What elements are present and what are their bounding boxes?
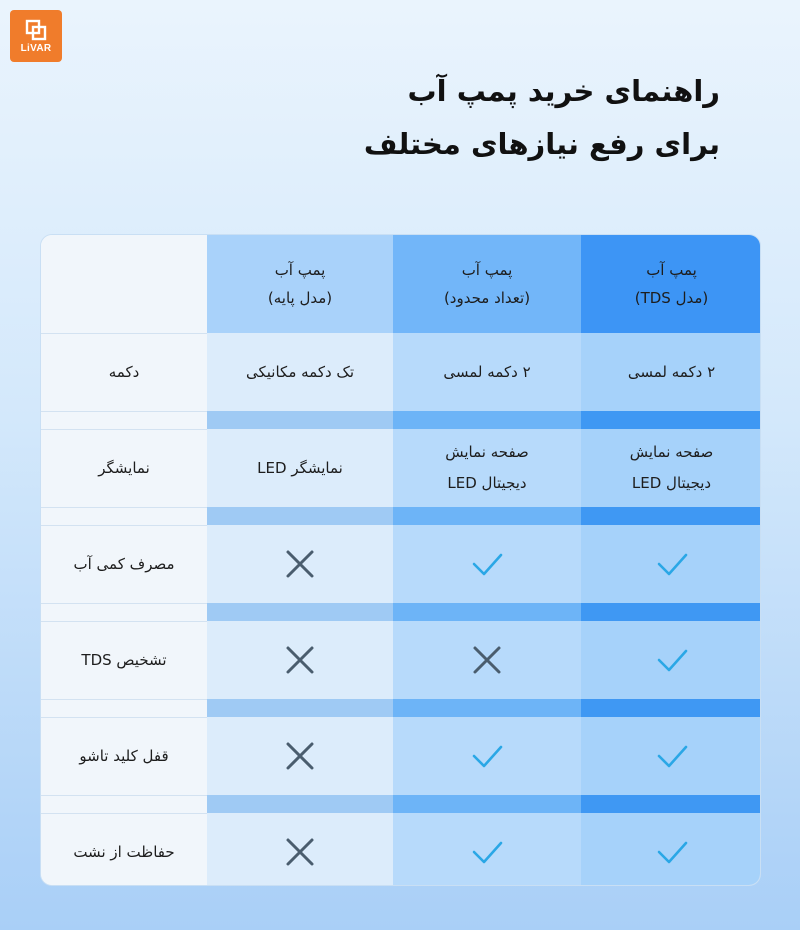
feature-label: دکمه bbox=[108, 362, 140, 381]
row-divider bbox=[41, 699, 207, 700]
row-separator bbox=[207, 507, 761, 525]
feature-label: تشخیص TDS bbox=[81, 650, 167, 669]
column-header-subtitle: (تعداد محدود) bbox=[443, 289, 531, 307]
feature-value-check bbox=[581, 621, 761, 699]
row-separator-segment bbox=[581, 699, 761, 717]
feature-label: حفاظت از نشت bbox=[73, 842, 175, 861]
column-header-basic bbox=[207, 235, 393, 333]
column-header-title: پمپ آب bbox=[274, 261, 326, 279]
check-icon bbox=[469, 546, 505, 582]
feature-value-text bbox=[581, 333, 761, 411]
check-icon bbox=[654, 738, 690, 774]
row-separator bbox=[207, 603, 761, 621]
cross-icon bbox=[282, 642, 318, 678]
feature-value-line: ۲ دکمه لمسی bbox=[627, 362, 716, 381]
row-separator-segment bbox=[207, 795, 393, 813]
column-header-title: پمپ آب bbox=[646, 261, 697, 279]
feature-value-line: ۲ دکمه لمسی bbox=[443, 362, 531, 381]
row-separator-segment bbox=[581, 507, 761, 525]
row-separator-segment bbox=[581, 795, 761, 813]
feature-value-cross bbox=[207, 621, 393, 699]
row-separator-segment bbox=[207, 603, 393, 621]
feature-value-text bbox=[207, 429, 393, 507]
row-separator-segment bbox=[393, 411, 581, 429]
feature-label: قفل کلید تاشو bbox=[79, 746, 169, 765]
row-divider bbox=[41, 603, 207, 604]
feature-value-check bbox=[393, 525, 581, 603]
row-divider bbox=[41, 795, 207, 796]
row-separator bbox=[207, 795, 761, 813]
cross-icon bbox=[282, 546, 318, 582]
check-icon bbox=[469, 834, 505, 870]
row-separator-segment bbox=[581, 411, 761, 429]
livar-logo bbox=[10, 10, 62, 62]
feature-value-check bbox=[581, 813, 761, 886]
feature-value-cross bbox=[393, 621, 581, 699]
row-separator-segment bbox=[207, 699, 393, 717]
row-divider bbox=[41, 507, 207, 508]
row-separator-segment bbox=[581, 603, 761, 621]
feature-value-line: صفحه نمایش bbox=[445, 443, 529, 461]
feature-value-line: تک دکمه مکانیکی bbox=[245, 362, 355, 381]
column-header-subtitle: (مدل TDS) bbox=[634, 289, 709, 307]
feature-label: نمایشگر bbox=[98, 458, 150, 477]
cross-icon bbox=[282, 738, 318, 774]
row-separator-segment bbox=[393, 603, 581, 621]
feature-value-line: دیجیتال LED bbox=[631, 474, 712, 492]
check-icon bbox=[654, 546, 690, 582]
feature-value-text bbox=[393, 429, 581, 507]
feature-value-line: صفحه نمایش bbox=[629, 443, 714, 461]
column-header-subtitle: (مدل پایه) bbox=[267, 289, 333, 307]
feature-value-check bbox=[581, 717, 761, 795]
row-separator-segment bbox=[393, 699, 581, 717]
column-header-limited bbox=[393, 235, 581, 333]
feature-value-text bbox=[581, 429, 761, 507]
feature-value-line: دیجیتال LED bbox=[447, 474, 527, 492]
feature-value-text bbox=[207, 333, 393, 411]
feature-value-cross bbox=[207, 813, 393, 886]
feature-value-check bbox=[581, 525, 761, 603]
check-icon bbox=[654, 834, 690, 870]
row-separator-segment bbox=[393, 795, 581, 813]
feature-value-check bbox=[393, 813, 581, 886]
feature-value-text bbox=[393, 333, 581, 411]
cross-icon bbox=[469, 642, 505, 678]
row-divider bbox=[41, 411, 207, 412]
row-separator bbox=[207, 411, 761, 429]
row-separator bbox=[207, 699, 761, 717]
page-title-line2: برای رفع نیازهای مختلف bbox=[363, 127, 720, 161]
feature-value-check bbox=[393, 717, 581, 795]
row-separator-segment bbox=[393, 507, 581, 525]
column-header-title: پمپ آب bbox=[461, 261, 513, 279]
check-icon bbox=[654, 642, 690, 678]
cross-icon bbox=[282, 834, 318, 870]
feature-value-cross bbox=[207, 717, 393, 795]
feature-value-cross bbox=[207, 525, 393, 603]
brand-name: LiVAR bbox=[20, 42, 52, 54]
check-icon bbox=[469, 738, 505, 774]
page-title-line1: راهنمای خرید پمپ آب bbox=[407, 74, 720, 108]
row-separator-segment bbox=[207, 507, 393, 525]
row-separator-segment bbox=[207, 411, 393, 429]
column-header-tds bbox=[581, 235, 761, 333]
feature-label: مصرف کمی آب bbox=[73, 554, 175, 573]
comparison-table bbox=[40, 234, 761, 886]
logo-mark-icon bbox=[25, 19, 47, 41]
feature-value-line: نمایشگر LED bbox=[257, 458, 343, 477]
